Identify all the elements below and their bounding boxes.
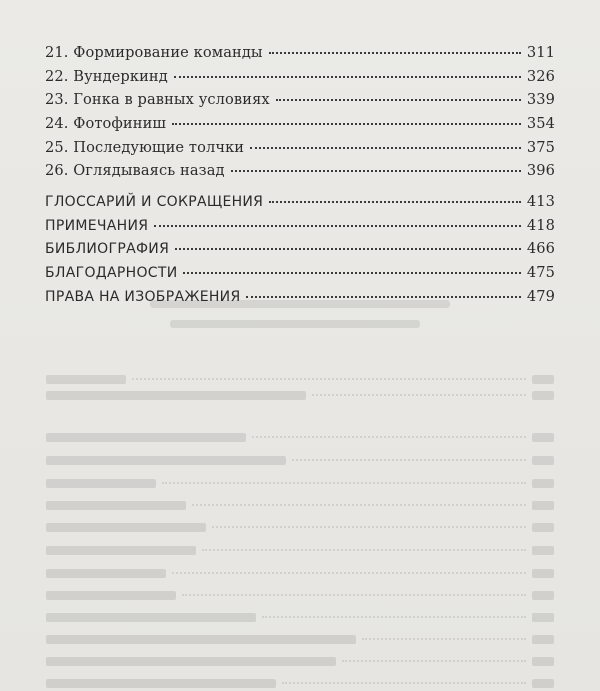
toc-entry-chapter-23 bbox=[45, 91, 555, 115]
dot-leader bbox=[269, 52, 521, 54]
toc-entry-chapter-21 bbox=[45, 44, 555, 68]
ghost-line bbox=[46, 520, 554, 534]
toc-entry-chapter-25 bbox=[45, 139, 555, 163]
dot-leader bbox=[175, 248, 521, 250]
ghost-line bbox=[46, 543, 554, 557]
toc-entry-page: 466 bbox=[526, 240, 555, 258]
dot-leader bbox=[174, 76, 521, 78]
toc-entry-page: 418 bbox=[526, 216, 555, 234]
toc-entry-page: 479 bbox=[526, 287, 555, 305]
ghost-line bbox=[46, 632, 554, 646]
dot-leader bbox=[154, 225, 521, 227]
toc-chapters bbox=[45, 44, 555, 186]
dot-leader bbox=[183, 272, 520, 274]
ghost-line bbox=[46, 610, 554, 624]
toc-entry-acknowledgements bbox=[45, 264, 555, 288]
toc-back-matter bbox=[45, 193, 555, 311]
toc-entry-chapter-26 bbox=[45, 162, 555, 186]
toc-entry-page: 475 bbox=[526, 264, 555, 282]
dot-leader bbox=[172, 123, 521, 125]
toc-entry-title: 24. Фотофиниш bbox=[45, 115, 167, 133]
toc-entry-image-credits bbox=[45, 288, 555, 312]
ghost-line bbox=[46, 676, 554, 690]
ghost-line bbox=[46, 498, 554, 512]
toc-entry-page: 413 bbox=[526, 193, 555, 210]
toc-entry-page: 354 bbox=[526, 115, 555, 133]
toc-entry-page: 375 bbox=[526, 138, 555, 156]
toc-entry-title: 26. Оглядываясь назад bbox=[45, 162, 225, 180]
dot-leader bbox=[276, 99, 521, 101]
toc-entry-title: 22. Вундеркинд bbox=[45, 67, 168, 85]
toc-entry-title: ПРАВА НА ИЗОБРАЖЕНИЯ bbox=[45, 288, 241, 305]
toc-entry-title: ГЛОССАРИЙ И СОКРАЩЕНИЯ bbox=[45, 194, 264, 210]
ghost-line bbox=[46, 566, 554, 580]
toc-entry-chapter-24 bbox=[45, 115, 555, 139]
dot-leader bbox=[246, 296, 520, 298]
toc-entry-chapter-22 bbox=[45, 68, 555, 92]
toc-entry-title: ПРИМЕЧАНИЯ bbox=[45, 217, 149, 234]
dot-leader bbox=[250, 147, 521, 149]
toc-entry-page: 396 bbox=[526, 162, 555, 180]
toc-entry-title: БЛАГОДАРНОСТИ bbox=[45, 265, 178, 282]
ghost-line bbox=[46, 388, 554, 402]
dot-leader bbox=[269, 201, 521, 203]
toc-entry-title: 21. Формирование команды bbox=[45, 44, 263, 61]
toc-entry-title: 25. Последующие толчки bbox=[45, 138, 245, 156]
toc-entry-bibliography bbox=[45, 240, 555, 264]
ghost-smudge bbox=[170, 320, 420, 328]
toc-entry-page: 339 bbox=[526, 91, 555, 109]
ghost-line bbox=[46, 476, 554, 490]
toc-entry-title: 23. Гонка в равных условиях bbox=[45, 91, 270, 109]
ghost-line bbox=[46, 654, 554, 668]
ghost-line bbox=[46, 430, 554, 444]
toc-entry-title: БИБЛИОГРАФИЯ bbox=[45, 241, 170, 258]
dot-leader bbox=[231, 170, 521, 172]
toc-entry-glossary bbox=[45, 193, 555, 217]
toc-entry-page: 311 bbox=[526, 44, 555, 61]
ghost-line bbox=[46, 588, 554, 602]
ghost-line bbox=[46, 453, 554, 467]
toc-entry-page: 326 bbox=[526, 67, 555, 85]
toc-entry-notes bbox=[45, 217, 555, 241]
ghost-line bbox=[46, 372, 554, 386]
